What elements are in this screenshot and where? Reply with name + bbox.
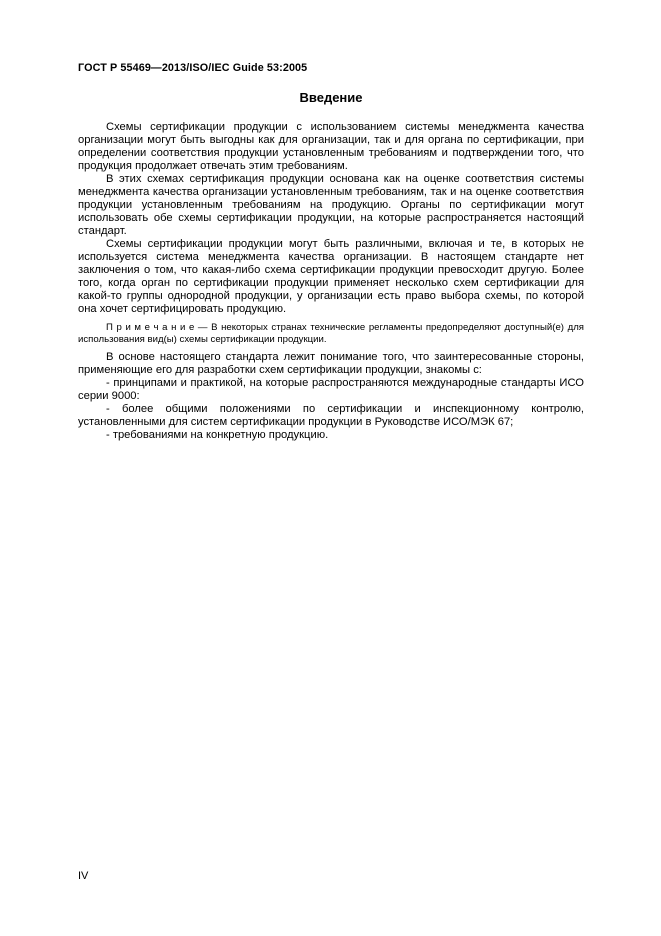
paragraph: В основе настоящего стандарта лежит понимание того, что заинтересованные стороны, применяющие его для разработки схем сертификации продукции, знакомы с: — [78, 351, 584, 376]
list-item: - более общими положениями по сертификации и инспекционному контролю, установленными для систем сертификации продукции в Руководстве ИСО/МЭК 67; — [78, 403, 584, 428]
note-text: П р и м е ч а н и е — В некоторых странах технические регламенты предопределяют доступный(е) для использования вид(ы) схемы сертификации продукции. — [78, 322, 584, 345]
paragraph: В этих схемах сертификация продукции основана как на оценке соответствия системы менеджмента качества организации установленным требованиям, так и на оценке соответствия продукции установленным требованиям на продукцию. Органы по сертификации могут использовать обе схемы сертификации продукции, на которые распространяется настоящий стандарт. — [78, 173, 584, 237]
paragraph: Схемы сертификации продукции с использованием системы менеджмента качества организации могут быть выгодны как для организации, так и для органа по сертификации, при определении соответствия продукции установленным требованиям и подтверждении того, что продукция продолжает отвечать этим требованиям. — [78, 121, 584, 172]
section-title: Введение — [299, 90, 363, 105]
paragraph: Схемы сертификации продукции могут быть различными, включая и те, в которых не используется система менеджмента качества организации. В настоящем стандарте нет заключения о том, что какая-либо схема сертификации продукции превосходит другую. Более того, когда орган по сертификации продукции применяет несколько схем сертификации для какой-то группы однородной продукции, у организации есть право выбора схемы, по которой она хочет сертифицировать продукцию. — [78, 238, 584, 315]
document-body — [78, 90, 584, 442]
document-header: ГОСТ Р 55469—2013/ISO/IEC Guide 53:2005 — [78, 62, 308, 74]
list-item: - принципами и практикой, на которые распространяются международные стандарты ИСО серии 9000: — [78, 377, 584, 402]
page-number: IV — [78, 870, 89, 882]
list-item: - требованиями на конкретную продукцию. — [106, 429, 329, 441]
